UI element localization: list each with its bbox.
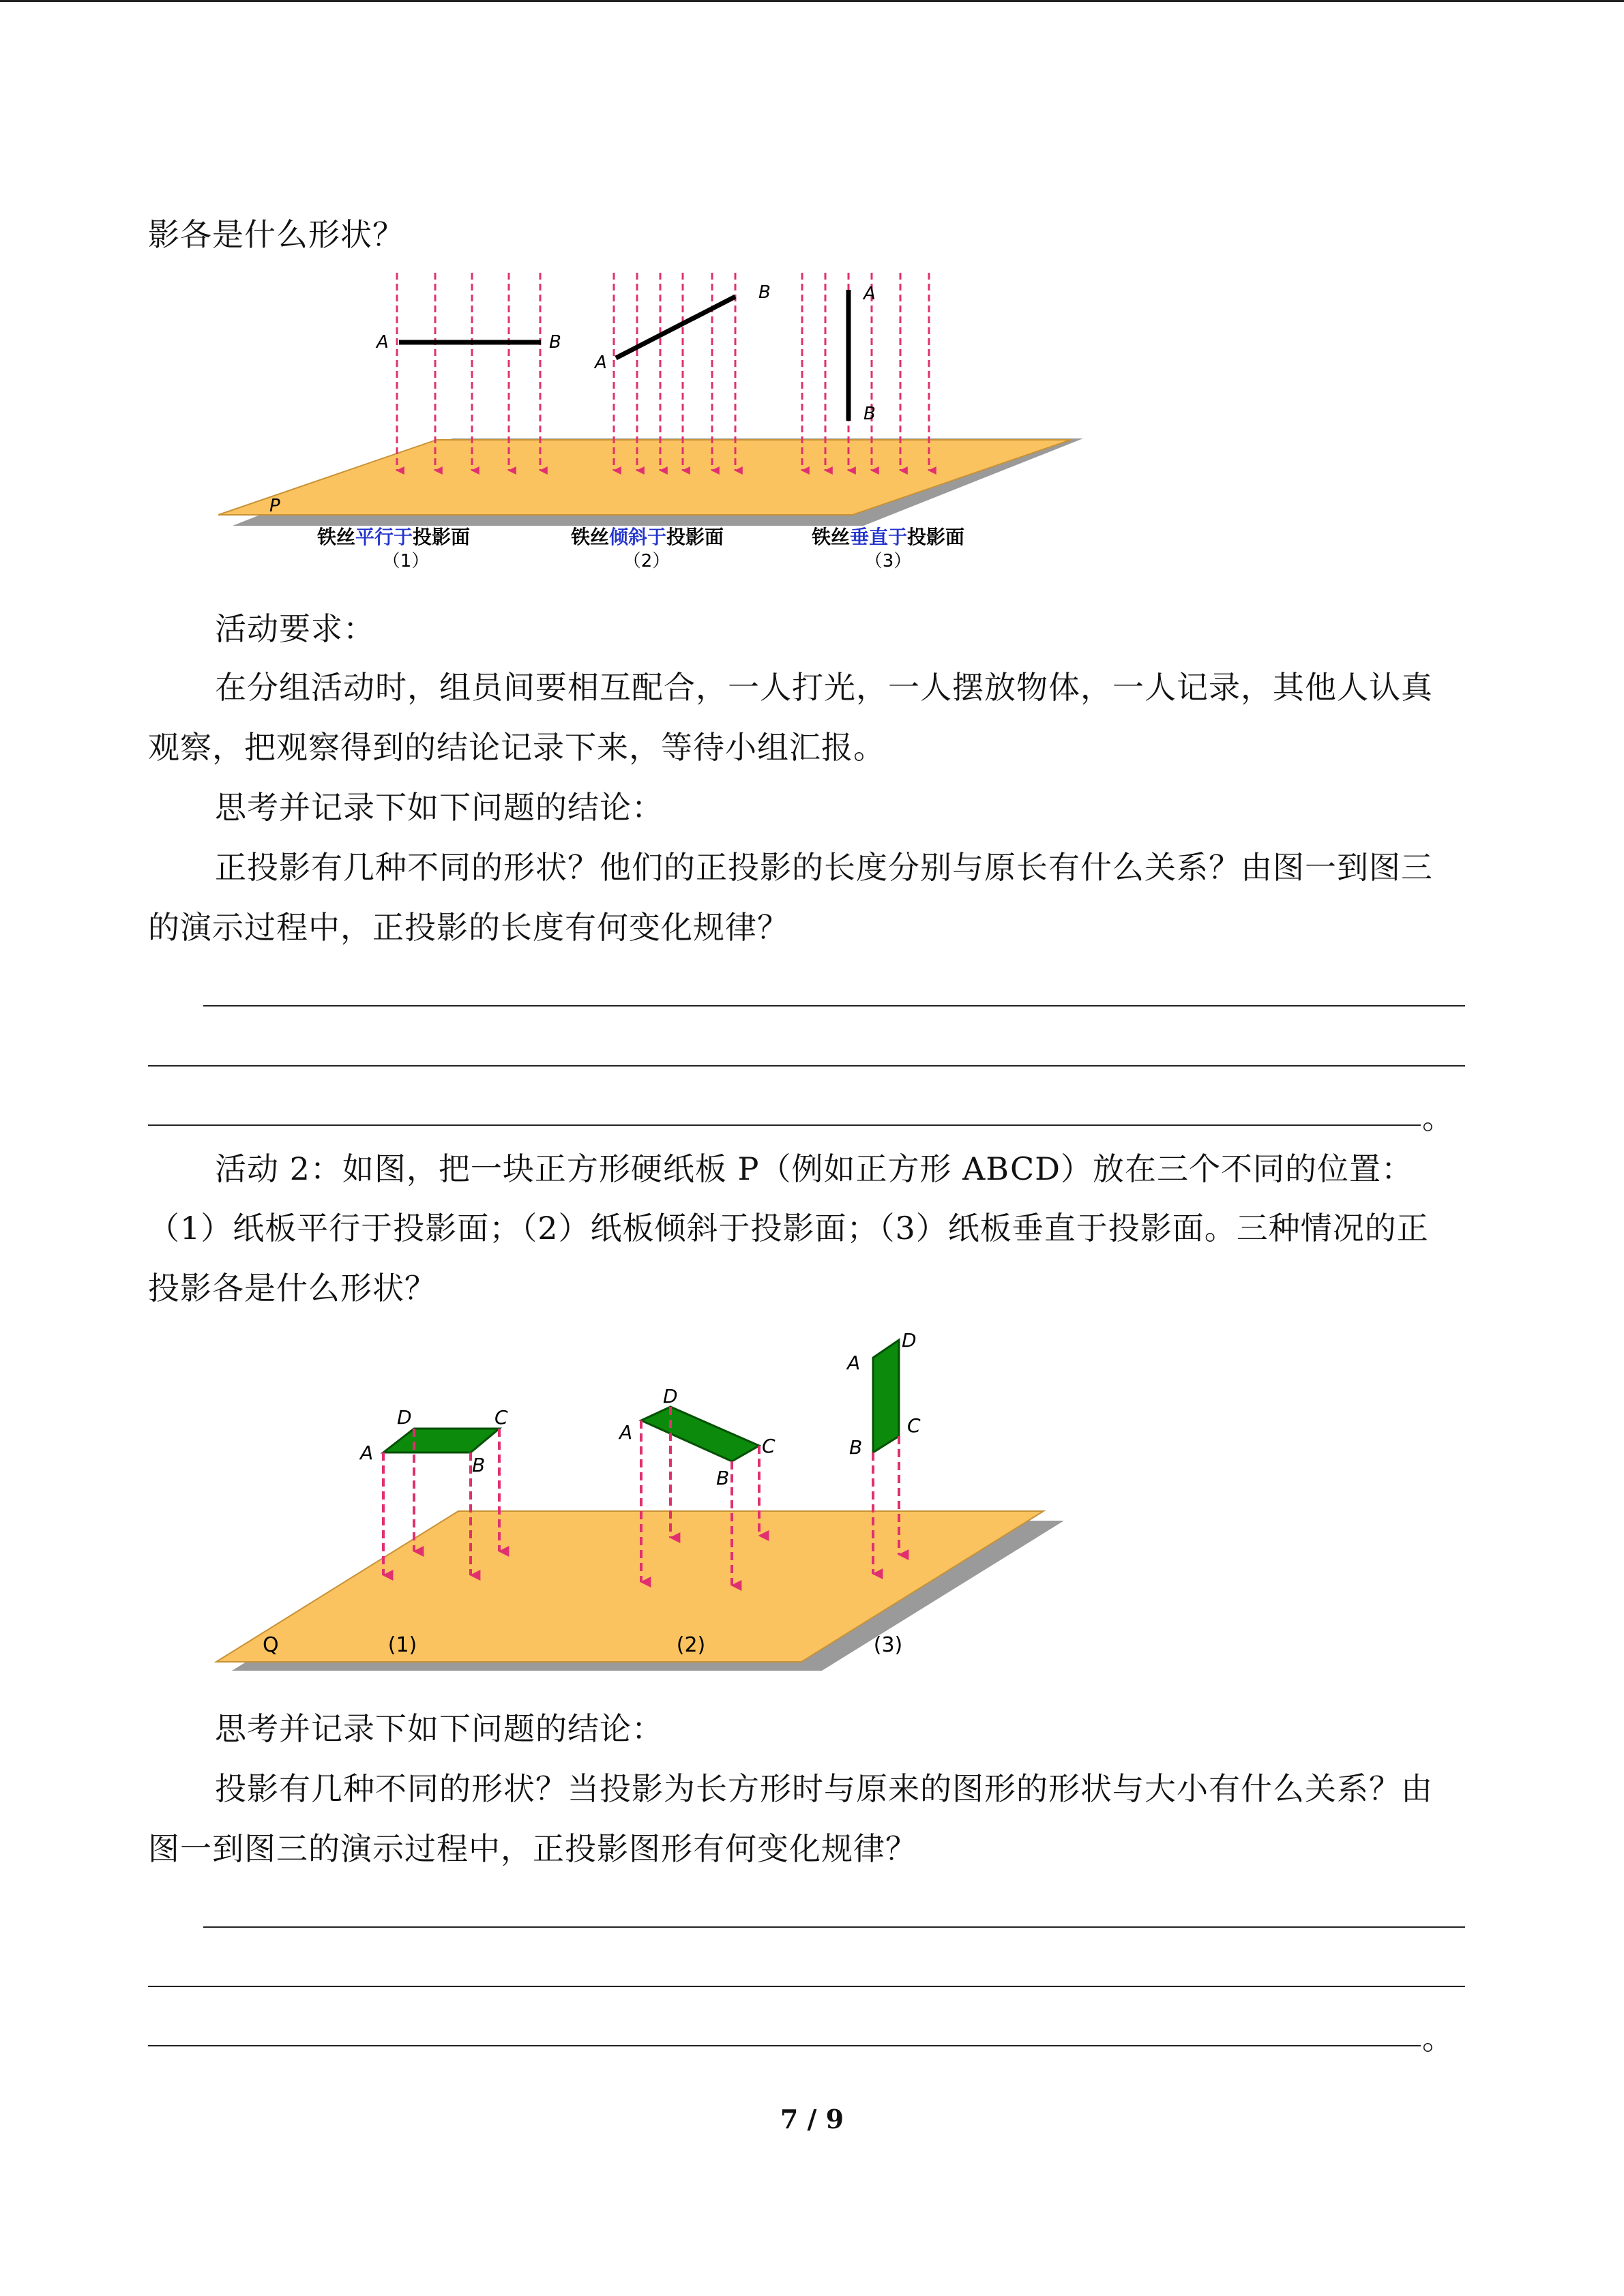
label-a1: A xyxy=(377,332,389,353)
figure-num-1: (1) xyxy=(387,1633,417,1657)
label-b: B xyxy=(849,1436,863,1459)
projection-plane-q xyxy=(216,1511,1044,1662)
projection-plane-p xyxy=(218,440,1071,515)
figure-num-2: (2) xyxy=(676,1633,706,1657)
label-d: D xyxy=(902,1329,917,1352)
question-line: 正投影有几种不同的形状？他们的正投影的长度分别与原长有什么关系？由图一到图三 xyxy=(215,849,1433,886)
question-line: 的演示过程中，正投影的长度有何变化规律？ xyxy=(148,909,789,946)
period-mark: 。 xyxy=(1422,1099,1453,1136)
answer-line[interactable] xyxy=(148,1065,1465,1067)
caption-num-3: （3） xyxy=(864,551,912,571)
caption-num-1: （1） xyxy=(382,551,430,571)
paragraph-line: 投影各是什么形状？ xyxy=(148,1270,437,1307)
label-d: D xyxy=(663,1385,678,1407)
think-prompt-2: 思考并记录下如下问题的结论： xyxy=(215,1710,664,1747)
answer-line[interactable] xyxy=(203,1005,1465,1007)
wire-oblique xyxy=(616,297,735,358)
label-a2: A xyxy=(595,353,607,373)
label-c: C xyxy=(762,1435,776,1457)
label-b: B xyxy=(716,1467,730,1489)
board-parallel xyxy=(383,1429,499,1452)
question-continuation: 影各是什么形状？ xyxy=(148,216,404,253)
answer-line[interactable] xyxy=(148,2045,1421,2046)
period-mark: 。 xyxy=(1422,2020,1453,2057)
paragraph-line: 观察，把观察得到的结论记录下来，等待小组汇报。 xyxy=(148,729,885,766)
label-a3: A xyxy=(863,284,876,304)
board-vertical xyxy=(873,1340,899,1452)
board-oblique xyxy=(641,1407,759,1461)
label-a: A xyxy=(847,1352,861,1374)
figure-num-3: (3) xyxy=(873,1633,903,1657)
caption-2: 铁丝倾斜于投影面 xyxy=(571,526,724,548)
label-c: C xyxy=(494,1406,508,1429)
question-line: 投影有几种不同的形状？当投影为长方形时与原来的图形的形状与大小有什么关系？由 xyxy=(215,1770,1433,1807)
label-b2: B xyxy=(758,282,771,303)
wire-projection-figure xyxy=(205,263,1091,583)
paragraph-line: 在分组活动时，组员间要相互配合，一人打光，一人摆放物体，一人记录，其他人认真 xyxy=(215,669,1433,706)
board-projection-figure xyxy=(205,1323,1084,1678)
activity-requirements-heading: 活动要求： xyxy=(215,610,375,647)
label-b: B xyxy=(472,1454,486,1476)
caption-3: 铁丝垂直于投影面 xyxy=(812,526,965,548)
think-prompt-1: 思考并记录下如下问题的结论： xyxy=(215,789,664,826)
top-border xyxy=(0,0,1624,2)
question-line: 图一到图三的演示过程中，正投影图形有何变化规律？ xyxy=(148,1830,917,1867)
page-number: 7 / 9 xyxy=(780,2104,844,2134)
caption-num-2: （2） xyxy=(623,551,670,571)
plane-label-p: P xyxy=(269,496,280,516)
activity-2-intro: 活动 2：如图，把一块正方形硬纸板 P（例如正方形 ABCD）放在三个不同的位置： xyxy=(215,1150,1414,1187)
plane-label-q: Q xyxy=(263,1633,279,1657)
caption-1: 铁丝平行于投影面 xyxy=(317,526,471,548)
answer-line[interactable] xyxy=(148,1124,1421,1126)
label-a: A xyxy=(360,1442,374,1464)
label-d: D xyxy=(397,1406,412,1429)
label-b1: B xyxy=(549,332,561,353)
answer-line[interactable] xyxy=(148,1986,1465,1987)
label-c: C xyxy=(907,1414,921,1437)
label-a: A xyxy=(619,1421,633,1444)
answer-line[interactable] xyxy=(203,1926,1465,1928)
paragraph-line: （1）纸板平行于投影面；（2）纸板倾斜于投影面；（3）纸板垂直于投影面。三种情况的正 xyxy=(148,1210,1429,1247)
label-b3: B xyxy=(863,404,876,424)
